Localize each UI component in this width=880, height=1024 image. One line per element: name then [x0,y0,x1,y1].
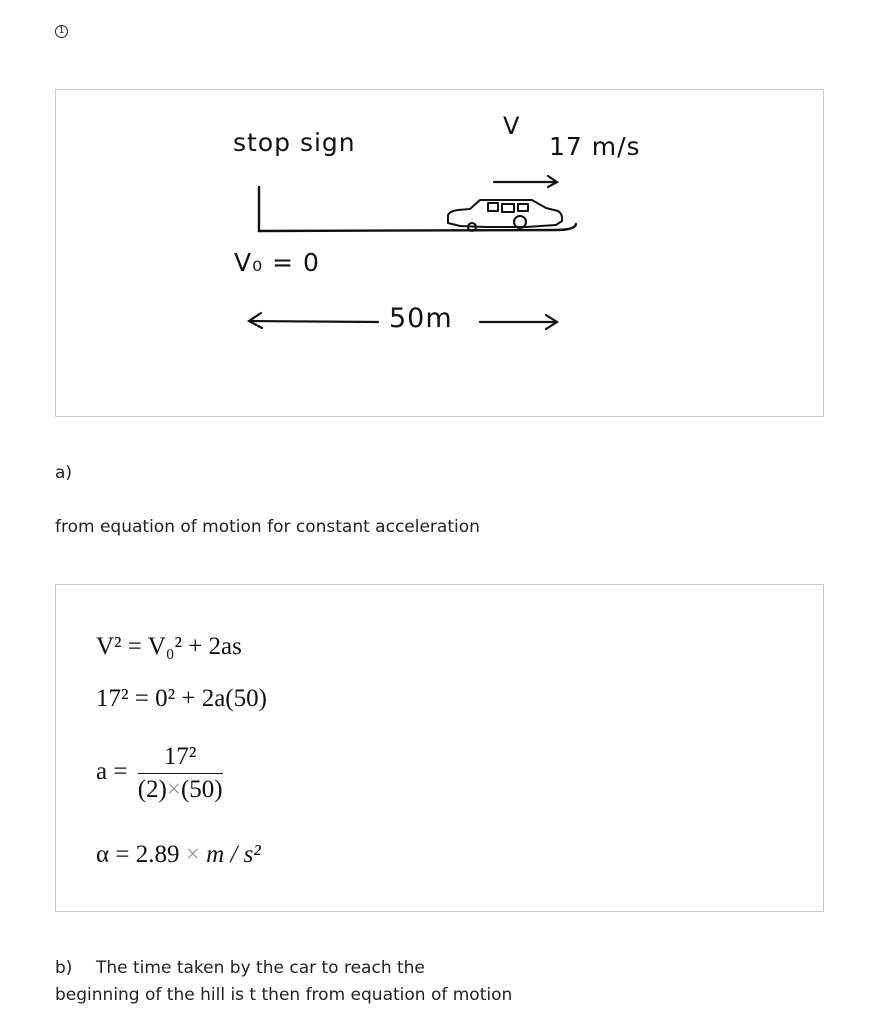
left-distance-arrow [249,313,378,328]
fraction-numerator: 17² [138,743,223,774]
part-b-label: b) [55,958,73,978]
velocity-arrow [494,176,557,187]
equation-figure [55,584,824,912]
sketch-drawing [56,90,823,416]
part-b-line-1: The time taken by the car to reach the [96,958,425,978]
multiply-sign: × [185,841,200,868]
equation-4-value: α = 2.89 [96,841,180,868]
part-a-label: a) [55,463,73,483]
part-a-intro: from equation of motion for constant acceleration [55,517,480,537]
equation-line-2: 17² = 0² + 2a(50) [96,685,267,712]
part-b-line-2: beginning of the hill is t then from equation of motion [55,985,513,1005]
sketch-figure [55,89,824,417]
distance-label: 50m [389,303,453,334]
equation-line-1: V² = V₀² + 2as [96,633,242,660]
initial-velocity-label: V₀ = 0 [234,248,320,277]
stop-sign-label: stop sign [233,128,356,157]
equation-line-3 [96,743,223,804]
equation-4-units: m / s² [206,841,261,868]
final-speed-label: 17 m/s [549,132,641,161]
equation-3-fraction [138,743,223,804]
fraction-denominator: (2)×(50) [137,776,223,803]
right-distance-arrow [480,315,557,329]
equation-3-lhs: a = [96,758,128,786]
step-number-marker: 1 [55,25,68,38]
car-drawing [448,200,562,231]
equation-line-4 [96,841,261,869]
velocity-label: V [503,112,521,140]
